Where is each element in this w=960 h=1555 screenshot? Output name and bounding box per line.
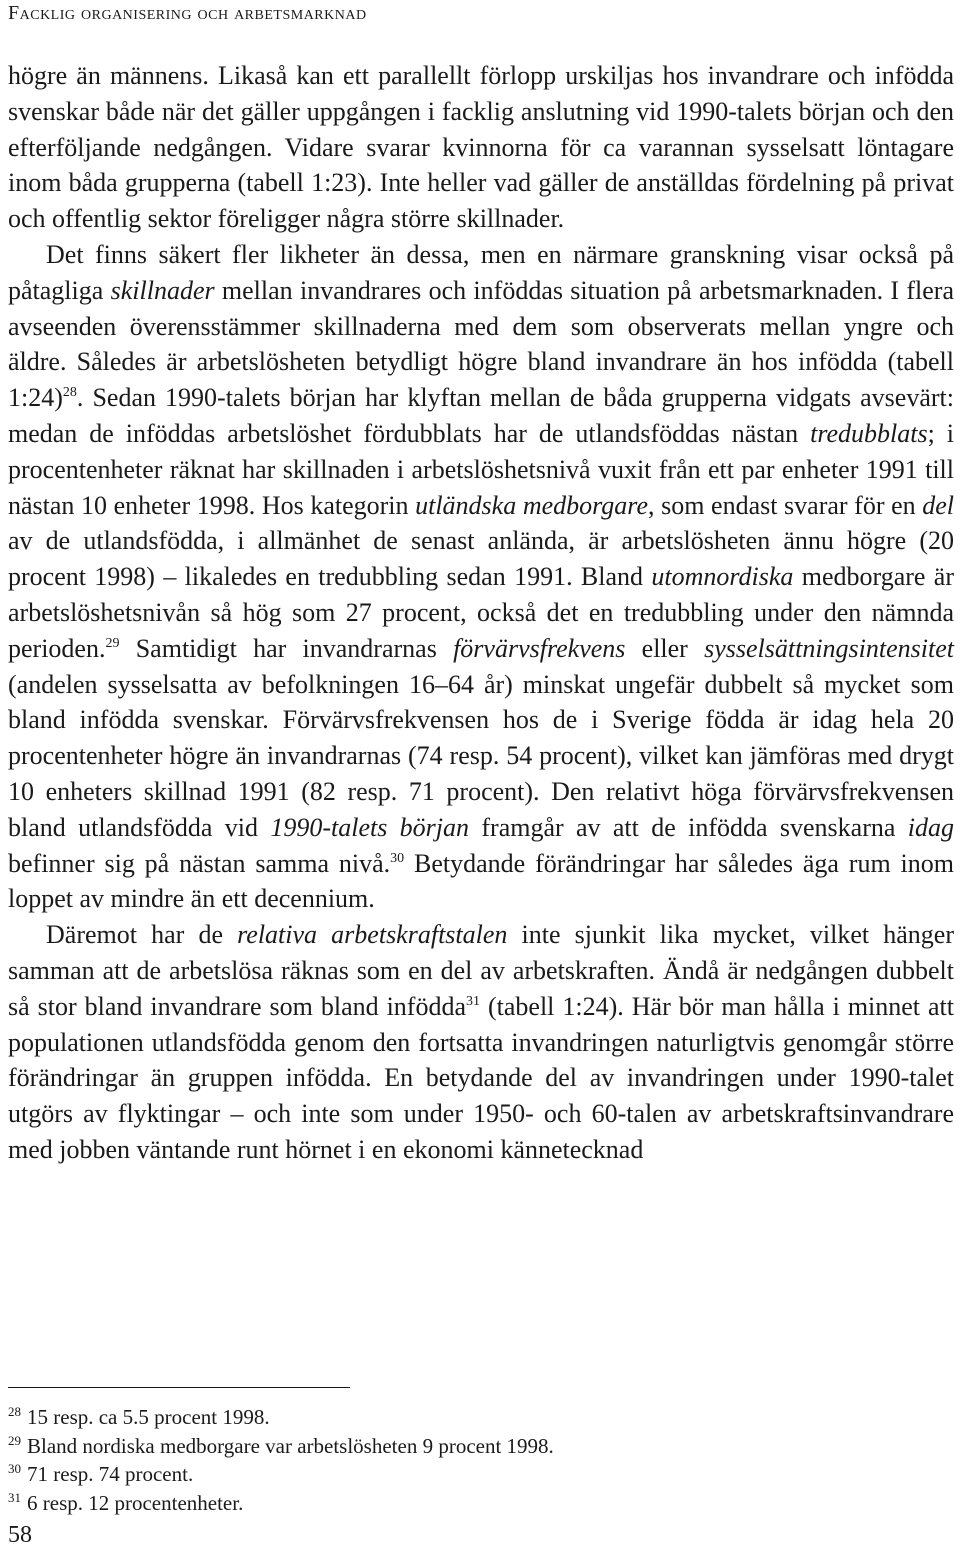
emphasis: utomnordiska bbox=[651, 562, 794, 592]
footnote bbox=[8, 1489, 908, 1518]
emphasis: 1990-talets början bbox=[270, 812, 470, 842]
text-run: högre än männens. Likaså kan ett parallellt förlopp urskiljas hos invandrare och infödda svenskar både när det gäller uppgången i facklig anslutning vid 1990-talets början och den efterföljande nedgången. Vidare svarar kvinnorna för ca varannan sysselsatt löntagare inom båda grupperna (tabell 1:23). Inte heller vad gäller de anställdas fördelning på privat och offentlig sektor föreligger några större skillnader. bbox=[8, 61, 954, 234]
emphasis: skillnader bbox=[110, 275, 215, 305]
emphasis: förvärvsfrekvens bbox=[453, 633, 626, 663]
footnote-text: Bland nordiska medborgare var arbetslösheten 9 procent 1998. bbox=[27, 1433, 554, 1458]
footnote-number: 31 bbox=[8, 1489, 21, 1505]
paragraph bbox=[8, 237, 954, 917]
text-run: framgår av att de infödda svenskarna bbox=[469, 812, 908, 842]
body-text bbox=[8, 58, 954, 1168]
text-run: Däremot har de bbox=[46, 920, 238, 950]
footnote-text: 71 resp. 74 procent. bbox=[27, 1462, 194, 1486]
text-run: medborgare är arbetslöshetsnivån så hög som 27 procent, också det en tredubbling under den nämnda perioden. bbox=[8, 562, 955, 663]
footnote-reference: 28 bbox=[62, 385, 77, 401]
running-head: Facklig organisering och arbetsmarknad bbox=[8, 2, 367, 24]
text-run: ; i procentenheter räknat har skillnaden i arbetslöshetsnivå vuxit från ett par enheter 1991 till nästan 10 enheter 1998. Hos kategorin bbox=[8, 418, 954, 520]
text-run: Det finns säkert fler likheter än dessa, men en närmare granskning visar också på påtagliga bbox=[8, 239, 954, 305]
text-run: eller bbox=[625, 633, 705, 663]
footnote-reference: 29 bbox=[105, 635, 120, 651]
footnote-reference: 30 bbox=[390, 850, 405, 866]
paragraph bbox=[8, 917, 954, 1168]
text-run: av de utlandsfödda, i allmänhet de senast anlända, är arbetslösheten ännu högre (20 procent 1998) – likaledes en tredubbling sedan 1991. Bland bbox=[8, 526, 954, 592]
emphasis: del bbox=[922, 490, 954, 520]
emphasis: sysselsättningsintensitet bbox=[704, 633, 954, 663]
text-run: , som endast svarar för en bbox=[647, 490, 923, 520]
footnote bbox=[8, 1460, 908, 1489]
page-number: 58 bbox=[8, 1522, 32, 1548]
emphasis: utländska medborgare bbox=[415, 490, 648, 520]
footnote bbox=[8, 1403, 908, 1432]
paragraph bbox=[8, 58, 954, 237]
footnote-text: 6 resp. 12 procentenheter. bbox=[27, 1490, 244, 1515]
footnote-number: 28 bbox=[8, 1404, 21, 1419]
text-run: Samtidigt har invandrarnas bbox=[119, 633, 454, 663]
footnote-reference: 31 bbox=[466, 993, 481, 1009]
footnote-number: 29 bbox=[8, 1432, 21, 1448]
text-run: (tabell 1:24). Här bör man hålla i minnet att populationen utlandsfödda genom den fortsatta invandringen naturligtvis genomgår större förändringar än gruppen infödda. En betydande del av invandringen under 1990-talet utgörs av flyktingar – och inte som under 1950- och 60-talen av arbetskraftsinvandrare med jobben väntande runt hörnet i en ekonomi kännetecknad bbox=[8, 991, 955, 1164]
text-run: inte sjunkit lika mycket, vilket hänger samman att de arbetslösa räknas som en del av arbetskraften. Ändå är nedgången dubbelt så stor bland invandrare som bland infödda bbox=[8, 920, 954, 1021]
text-run: Betydande förändringar har således äga rum inom loppet av mindre än ett decennium. bbox=[8, 848, 954, 914]
emphasis: relativa arbetskraftstalen bbox=[237, 920, 508, 950]
text-run: mellan invandrares och inföddas situation på arbetsmarknaden. I flera avseenden överensstämmer skillnaderna med dem som observerats mellan yngre och äldre. Således är arbetslösheten betydligt högre bland invandrare än hos infödda (tabell 1:24) bbox=[8, 275, 954, 413]
footnote bbox=[8, 1432, 908, 1461]
footnote-number: 30 bbox=[8, 1461, 21, 1476]
text-run: . Sedan 1990-talets början har klyftan mellan de båda grupperna vidgats avsevärt: medan de inföddas arbetslöshet fördubblats har de utlandsföddas nästan bbox=[8, 383, 954, 448]
footnote-rule bbox=[8, 1387, 350, 1388]
footnotes bbox=[8, 1403, 908, 1517]
footnote-text: 15 resp. ca 5.5 procent 1998. bbox=[27, 1405, 270, 1429]
emphasis: idag bbox=[907, 812, 954, 842]
emphasis: tredubblats bbox=[810, 418, 928, 448]
text-run: befinner sig på nästan samma nivå. bbox=[8, 848, 391, 878]
text-run: (andelen sysselsatta av befolkningen 16–64 år) minskat ungefär dubbelt så mycket som bland infödda svenskar. Förvärvsfrekvensen hos de i Sverige födda är idag hela 20 procentenheter högre än invandrarnas (74 resp. 54 procent), vilket kan jämföras med drygt 10 enheters skillnad 1991 (82 resp. 71 procent). Den relativt höga förvärvsfrekvensen bland utlandsfödda vid bbox=[8, 669, 954, 842]
